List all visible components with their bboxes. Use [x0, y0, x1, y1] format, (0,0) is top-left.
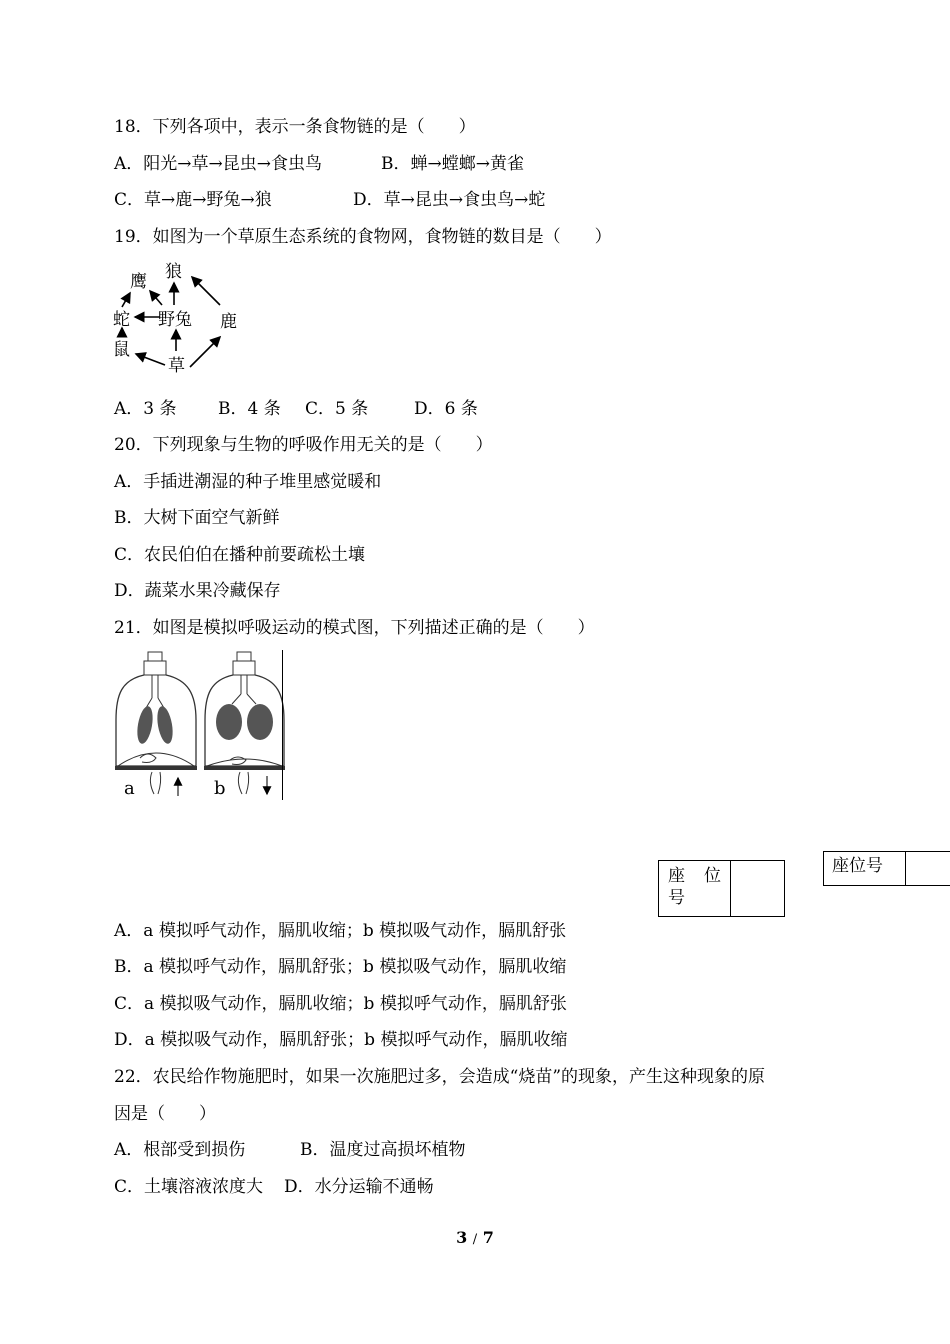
web-yetu: 野兔	[158, 310, 192, 330]
seat-box-1-divider	[730, 861, 731, 916]
seat-number-box-1	[658, 860, 785, 917]
seat-label-wei: 位	[704, 866, 721, 886]
q18-stem: 18．下列各项中，表示一条食物链的是（ ）	[114, 117, 476, 137]
q20-option-c: C．农民伯伯在播种前要疏松土壤	[114, 545, 366, 565]
q22-option-a: A．根部受到损伤	[114, 1140, 246, 1160]
web-ying: 鹰	[130, 272, 147, 292]
q18-option-b: B．蝉→螳螂→黄雀	[381, 154, 524, 174]
seat-label-zuo: 座	[668, 866, 685, 886]
page-separator: /	[472, 1232, 478, 1247]
q20-option-b: B．大树下面空气新鲜	[114, 508, 280, 528]
web-lang: 狼	[165, 262, 182, 282]
q21-stem: 21．如图是模拟呼吸运动的模式图，下列描述正确的是（ ）	[114, 618, 595, 638]
breathing-model-diagram	[112, 650, 287, 802]
food-web-diagram	[110, 255, 250, 380]
figure-divider	[282, 650, 283, 800]
q19-stem: 19．如图为一个草原生态系统的食物网，食物链的数目是（ ）	[114, 227, 612, 247]
q21-option-b: B．a 模拟呼气动作，膈肌舒张；b 模拟吸气动作，膈肌收缩	[114, 957, 567, 977]
q20-stem: 20．下列现象与生物的呼吸作用无关的是（ ）	[114, 435, 493, 455]
q21-option-a: A．a 模拟呼气动作，膈肌收缩；b 模拟吸气动作，膈肌舒张	[114, 921, 567, 941]
q22-option-b: B．温度过高损坏植物	[300, 1140, 466, 1160]
q21-option-c: C．a 模拟吸气动作，膈肌收缩；b 模拟呼气动作，膈肌舒张	[114, 994, 567, 1014]
q22-option-d: D．水分运输不通畅	[284, 1177, 434, 1197]
seat-label-hao: 号	[668, 888, 685, 908]
jar-a-label: a	[124, 778, 135, 799]
q22-stem-line2: 因是（ ）	[114, 1104, 216, 1124]
q20-option-a: A．手插进潮湿的种子堆里感觉暖和	[114, 472, 382, 492]
web-she: 蛇	[113, 310, 130, 330]
web-shu: 鼠	[113, 340, 130, 360]
q19-option-a: A．3 条	[114, 399, 177, 419]
jar-a	[115, 652, 197, 799]
q21-option-d: D．a 模拟吸气动作，膈肌舒张；b 模拟呼气动作，膈肌收缩	[114, 1030, 568, 1050]
seat-box-2-divider	[905, 852, 906, 885]
seat-number-box-2	[823, 851, 950, 886]
q19-option-d: D．6 条	[414, 399, 478, 419]
q18-option-a: A．阳光→草→昆虫→食虫鸟	[114, 154, 323, 174]
web-cao: 草	[168, 356, 185, 376]
q19-option-c: C．5 条	[305, 399, 369, 419]
q22-option-c: C．土壤溶液浓度大	[114, 1177, 264, 1197]
page-footer	[0, 1228, 950, 1247]
page-number: 3	[456, 1228, 468, 1247]
q19-option-b: B．4 条	[218, 399, 281, 419]
q20-option-d: D．蔬菜水果冷藏保存	[114, 581, 281, 601]
q22-stem-line1: 22．农民给作物施肥时，如果一次施肥过多，会造成“烧苗”的现象，产生这种现象的原	[114, 1067, 766, 1087]
page-total: 7	[482, 1228, 494, 1247]
seat-label: 座位号	[832, 856, 883, 876]
web-lu: 鹿	[220, 312, 237, 332]
q18-option-d: D．草→昆虫→食虫鸟→蛇	[353, 190, 546, 210]
jar-b	[204, 652, 285, 799]
jar-b-label: b	[214, 778, 226, 799]
q18-option-c: C．草→鹿→野兔→狼	[114, 190, 272, 210]
